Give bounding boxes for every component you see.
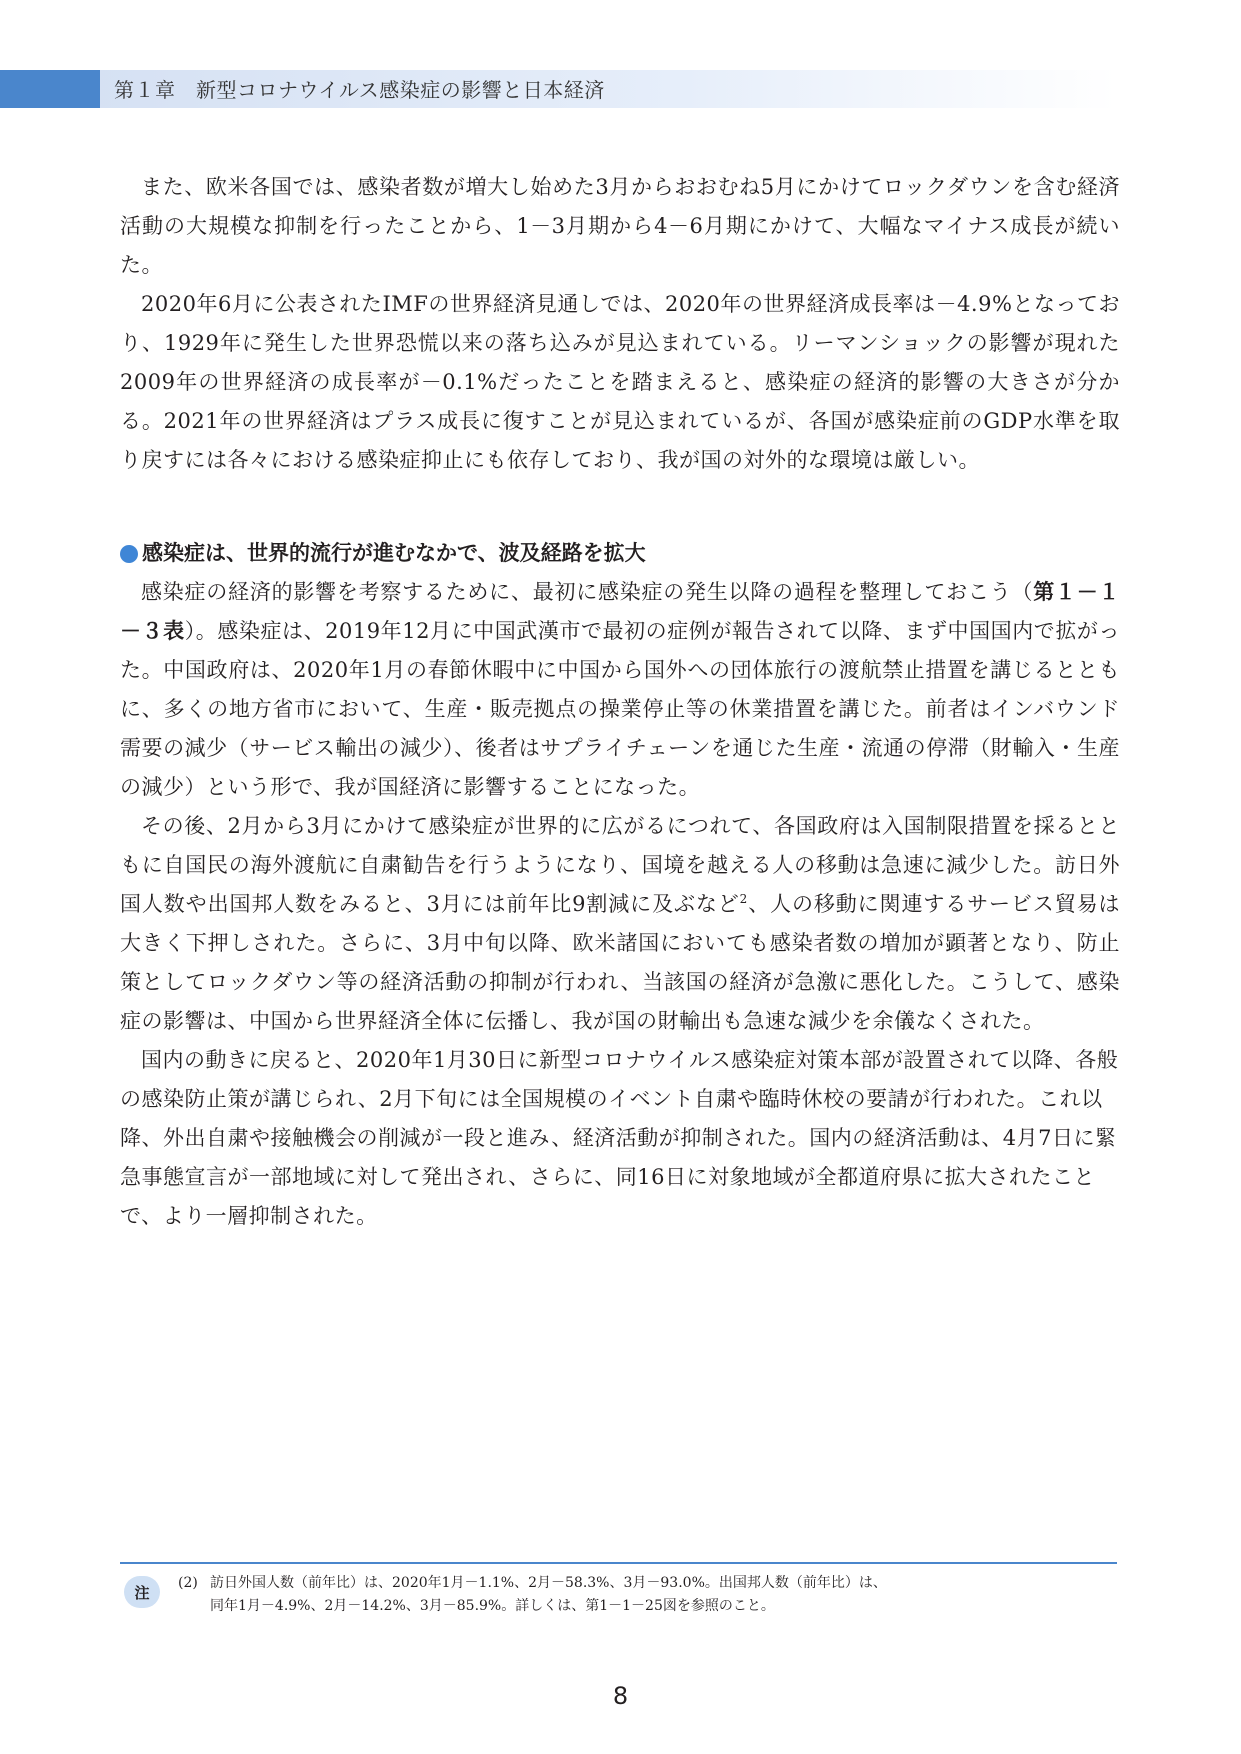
footnote-line-1	[178, 1572, 1118, 1595]
section-heading	[120, 534, 1120, 573]
paragraph-3-paren: （	[1011, 580, 1034, 604]
note-divider	[120, 1562, 1117, 1564]
section-heading-text: 感染症は、世界的流行が進むなかで、波及経路を拡大	[142, 541, 646, 565]
footnote-line-2: 同年1月－4.9%、2月－14.2%、3月－85.9%。詳しくは、第1－1－25図を参照のこと。	[210, 1598, 775, 1614]
paragraph-4-part-2: 、人の移動に関連するサービス貿易は大きく下押しされた。さらに、3月中旬以降、欧米諸国においても感染者数の増加が顕著となり、防止策としてロックダウン等の経済活動の抑制が行われ、当該国の経済が急激に悪化した。こうして、感染症の影響は、中国から世界経済全体に伝播し、我が国の財輸出も急速な減少を余儀なくされた。	[120, 892, 1120, 1033]
footnote-number: (2)	[178, 1575, 198, 1591]
footnote-text	[178, 1572, 1118, 1618]
page-number: 8	[612, 1682, 629, 1710]
table-reference-link[interactable]: 第１－１－３表	[120, 580, 1121, 643]
footnote-marker[interactable]: 2	[739, 892, 748, 906]
note-badge: 注	[124, 1576, 160, 1608]
paragraph-4	[120, 807, 1120, 1041]
paragraph-2: 2020年6月に公表されたIMFの世界経済見通しでは、2020年の世界経済成長率は－4.9%となっており、1929年に発生した世界恐慌以来の落ち込みが見込まれている。リーマンショックの影響が現れた2009年の世界経済の成長率が－0.1%だったことを踏まえると、感染症の経済的影響の大きさが分かる。2021年の世界経済はプラス成長に復すことが見込まれているが、各国が感染症前のGDP水準を取り戻すには各々における感染症抑止にも依存しており、我が国の対外的な環境は厳しい。	[120, 292, 1120, 472]
main-body	[120, 168, 1120, 1236]
footnote-line-1-text: 訪日外国人数（前年比）は、2020年1月－1.1%、2月－58.3%、3月－93.0%。出国邦人数（前年比）は、	[210, 1575, 887, 1591]
chapter-title: 第１章 新型コロナウイルス感染症の影響と日本経済	[114, 78, 605, 102]
paragraph-4-part-1: その後、2月から3月にかけて感染症が世界的に広がるにつれて、各国政府は入国制限措置を採るとともに自国民の海外渡航に自粛勧告を行うようになり、国境を越える人の移動は急速に減少した。訪日外国人数や出国邦人数をみると、3月には前年比9割減に及ぶなど	[120, 814, 1120, 916]
chapter-header-tab	[0, 70, 100, 108]
paragraph-3	[120, 573, 1120, 807]
bullet-icon	[120, 545, 138, 563]
paragraph-5: 国内の動きに戻ると、2020年1月30日に新型コロナウイルス感染症対策本部が設置されて以降、各般の感染防止策が講じられ、2月下旬には全国規模のイベント自粛や臨時休校の要請が行われた。これ以降、外出自粛や接触機会の削減が一段と進み、経済活動が抑制された。国内の経済活動は、4月7日に緊急事態宣言が一部地域に対して発出され、さらに、同16日に対象地域が全都道府県に拡大されたことで、より一層抑制された。	[120, 1048, 1119, 1228]
paragraph-3-rest: ）。感染症は、2019年12月に中国武漢市で最初の症例が報告されて以降、まず中国国内で拡がった。中国政府は、2020年1月の春節休暇中に中国から国外への団体旅行の渡航禁止措置を講じるとともに、多くの地方省市において、生産・販売拠点の操業停止等の休業措置を講じた。前者はインバウンド需要の減少（サービス輸出の減少）、後者はサプライチェーンを通じた生産・流通の停滞（財輸入・生産の減少）という形で、我が国経済に影響することになった。	[120, 619, 1120, 799]
paragraph-1: また、欧米各国では、感染者数が増大し始めた3月からおおむね5月にかけてロックダウンを含む経済活動の大規模な抑制を行ったことから、1－3月期から4－6月期にかけて、大幅なマイナス成長が続いた。	[120, 175, 1120, 277]
paragraph-3-open: 感染症の経済的影響を考察するために、最初に感染症の発生以降の過程を整理しておこう	[141, 580, 1012, 604]
